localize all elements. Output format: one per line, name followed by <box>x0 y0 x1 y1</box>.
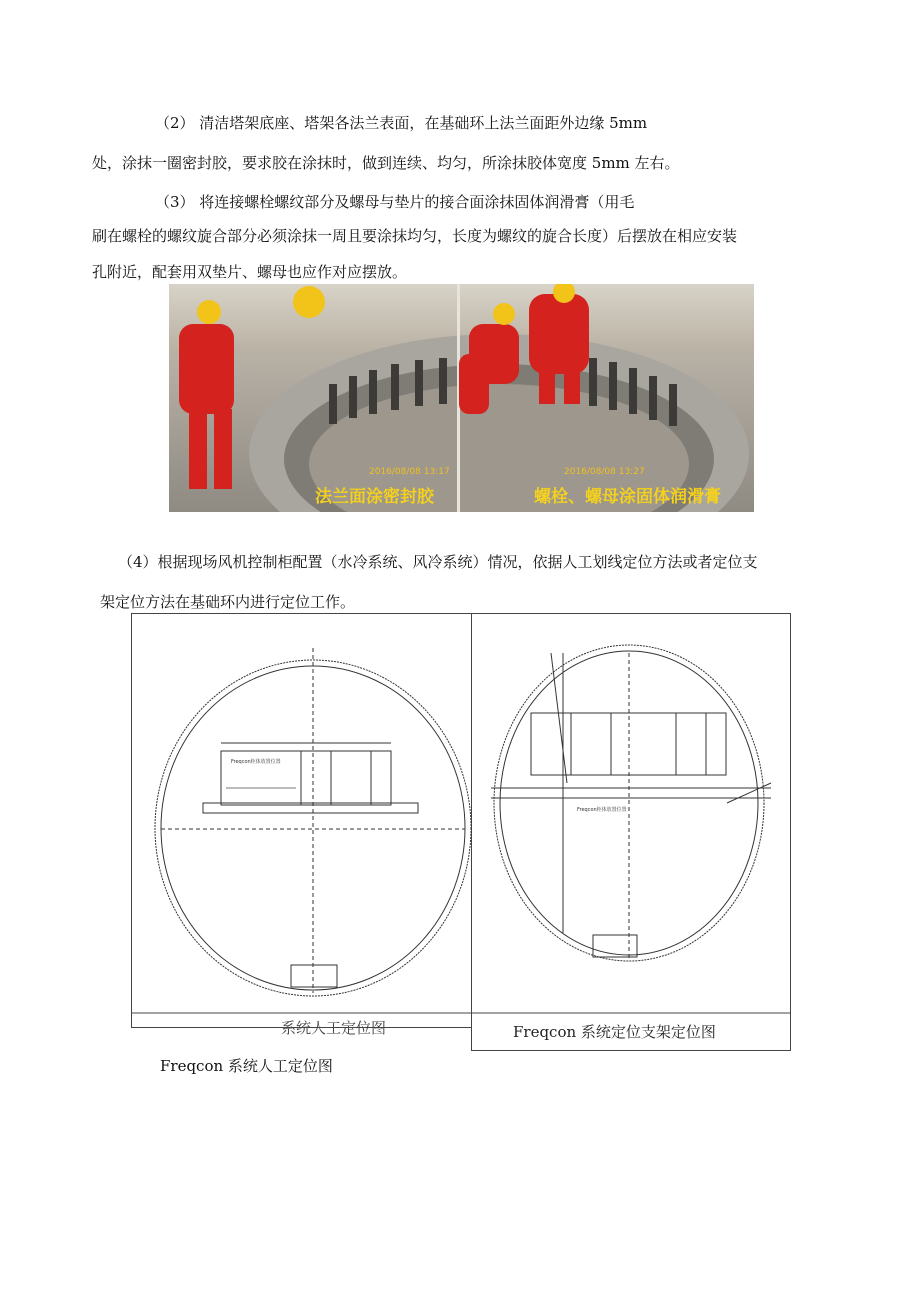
paragraph-3-line-3: 孔附近，配套用双垫片、螺母也应作对应摆放。 <box>92 263 408 281</box>
left-stamp: 2016/08/08 13:17 <box>369 467 450 477</box>
paragraph-3-line-1: （3） 将连接螺栓螺纹部分及螺母与垫片的接合面涂抹固体润滑膏（用毛 <box>155 193 635 211</box>
right-stamp: 2016/08/08 13:27 <box>564 467 645 477</box>
photo-left-caption: 法兰面涂密封胶 <box>315 487 434 507</box>
installation-photo <box>169 284 754 512</box>
left-cabinet-label: Freqcon柜体放置位置 <box>231 759 281 765</box>
left-figure-caption: Freqcon 系统人工定位图 <box>160 1057 333 1075</box>
paragraph-4-line-1: （4）根据现场风机控制柜配置（水冷系统、风冷系统）情况，依据人工划线定位方法或者定位支 <box>118 553 758 571</box>
left-caption-fragment: 系统人工定位图 <box>281 1019 387 1037</box>
positioning-drawings <box>131 613 791 1051</box>
paragraph-4-line-2: 架定位方法在基础环内进行定位工作。 <box>100 593 356 611</box>
right-figure-caption: Freqcon 系统定位支架定位图 <box>513 1023 716 1041</box>
paragraph-2-line-2: 处，涂抹一圈密封胶，要求胶在涂抹时，做到连续、均匀，所涂抹胶体宽度 5mm 左右。 <box>92 154 680 172</box>
right-cabinet-label: Freqcon柜体放置位置 <box>577 807 627 813</box>
bracket-positioning-drawing <box>491 645 771 961</box>
manual-positioning-drawing <box>155 648 471 996</box>
paragraph-2-line-1: （2） 清洁塔架底座、塔架各法兰表面，在基础环上法兰面距外边缘 5mm <box>155 114 648 132</box>
paragraph-3-line-2: 刷在螺栓的螺纹旋合部分必须涂抹一周且要涂抹均匀，长度为螺纹的旋合长度）后摆放在相应安装 <box>92 227 738 245</box>
photo-right-caption: 螺栓、螺母涂固体润滑膏 <box>534 487 721 507</box>
